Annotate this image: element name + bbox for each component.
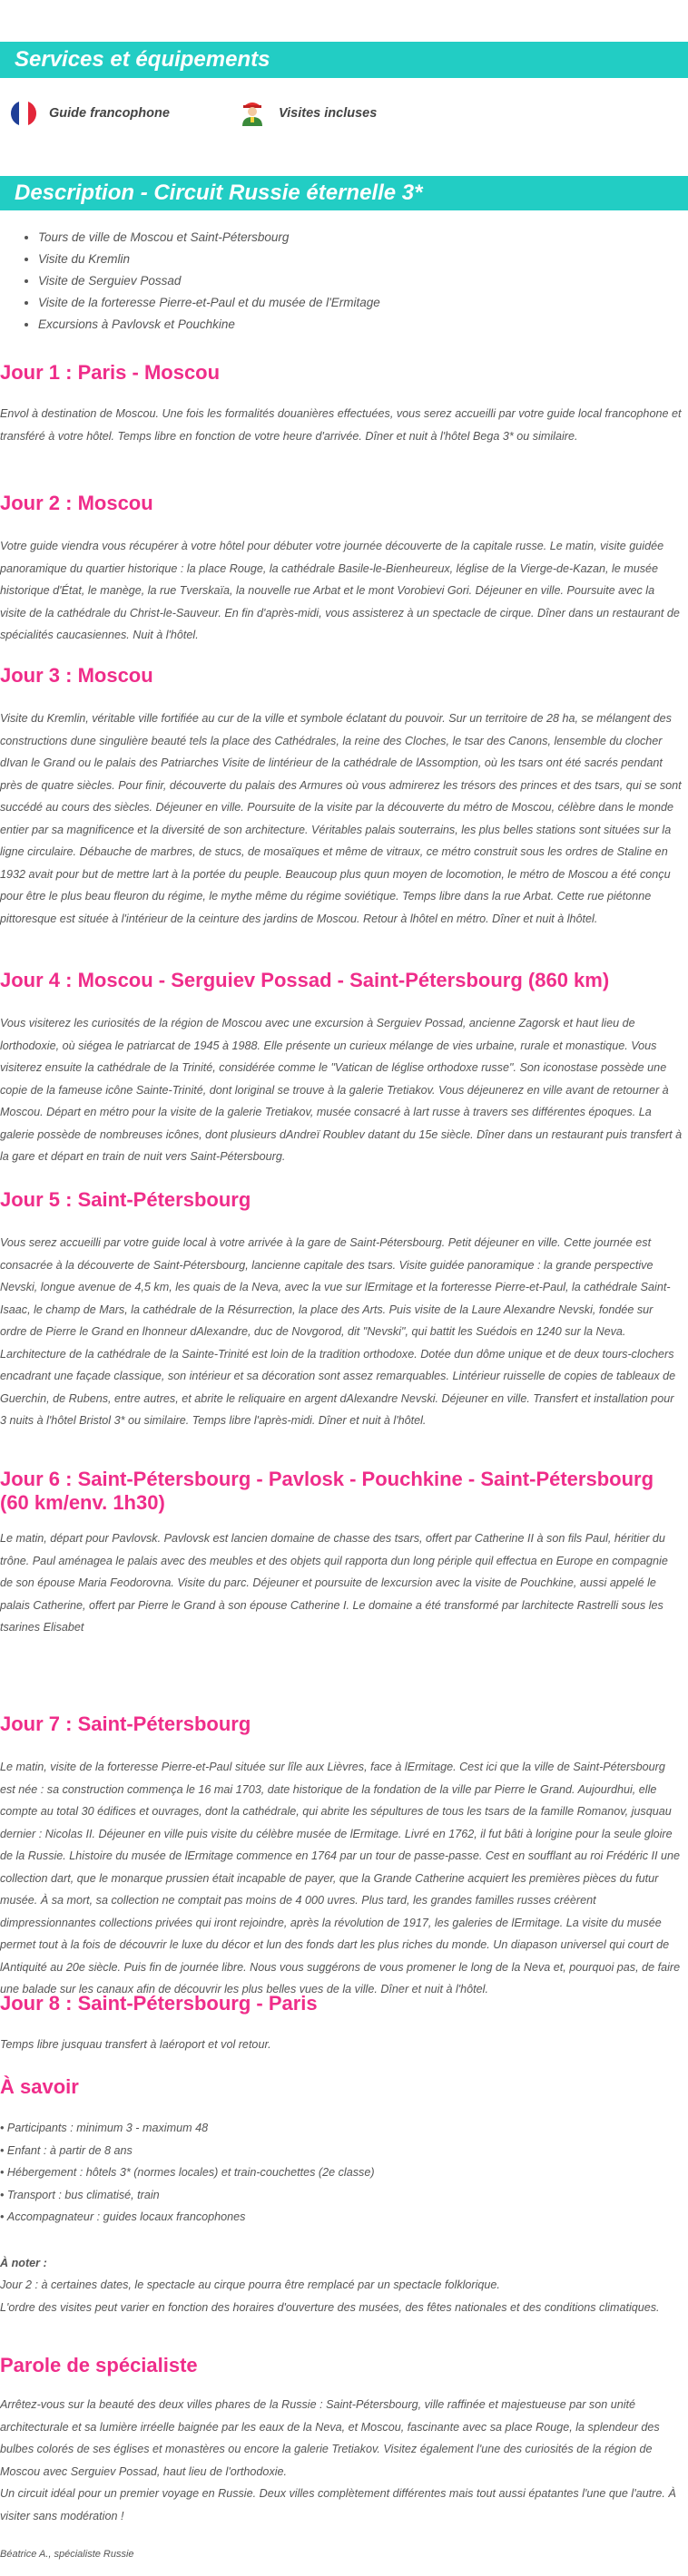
info-value: guides locaux francophones: [103, 2210, 246, 2223]
day-title: Jour 4 : Moscou - Serguiev Possad - Saint-Pétersbourg (860 km): [0, 969, 610, 991]
guide-person-icon: [239, 97, 266, 131]
day-title: Jour 6 : Saint-Pétersbourg - Pavlosk - Pouchkine - Saint-Pétersbourg (60 km/env. 1h30): [0, 1468, 654, 1514]
info-key: Enfant: [6, 2143, 41, 2157]
info-value: bus climatisé, train: [64, 2188, 160, 2201]
service-label: Guide francophone: [49, 106, 170, 121]
day-text: Le matin, départ pour Pavlovsk. Pavlovsk est lancien domaine de chasse des tsars, offert par Catherine II à son fils Paul, héritier du trône. Paul aménagea le palais avec des meubles et des objets quil rapporta dun long périple quil effectua en Europe en compagnie de son épouse Maria Feodorovna. Visite du parc. Déjeuner et poursuite de lexcursion avec la visite de Pouchkine, aussi appelé le palais Catherine, offert par Pierre le Grand à son épouse Catherine I. Le domaine a été transformé par larchitecte Rastrelli sous les tsarines Elisabet: [0, 1532, 668, 1634]
list-item: • Visite du Kremlin: [38, 249, 380, 270]
service-guide-francophone: [11, 98, 170, 129]
day-1-section: [0, 361, 683, 447]
list-item: • Participants : minimum 3 - maximum 48: [0, 2117, 683, 2140]
day-title: Jour 8 : Saint-Pétersbourg - Paris: [0, 1992, 318, 2015]
info-title: À savoir: [0, 2075, 79, 2098]
day-title: Jour 3 : Moscou: [0, 664, 153, 687]
expert-section: [0, 2354, 683, 2561]
info-key: Hébergement: [6, 2166, 77, 2179]
info-value: à partir de 8 ans: [49, 2143, 133, 2157]
day-7-section: [0, 1712, 683, 2001]
list-item: • Visite de Serguiev Possad: [38, 270, 380, 292]
note-title: À noter :: [0, 2256, 47, 2269]
day-text: Votre guide viendra vous récupérer à votre hôtel pour débuter votre journée découverte de la capitale russe. Le matin, visite guidée panoramique du quartier historique : la place Rouge, la cathédrale Basile-le-Bienheureux, léglise de la Vierge-de-Kazan, le musée historique d'État, le manège, la rue Tverskaïa, la nouvelle rue Arbat et le mont Vorobievi Gori. Déjeuner en ville. Poursuite avec la visite de la cathédrale du Christ-le-Sauveur. En fin d'après-midi, vous assisterez à un spectacle de cirque. Dîner dans un restaurant de spécialités caucasiennes. Nuit à l'hôtel.: [0, 540, 680, 641]
list-item: • Enfant : à partir de 8 ans: [0, 2140, 683, 2162]
day-title: Jour 1 : Paris - Moscou: [0, 361, 221, 384]
service-label: Visites incluses: [279, 106, 378, 121]
list-item: • Accompagnateur : guides locaux francophones: [0, 2206, 683, 2229]
services-title: Services et équipements: [15, 47, 270, 72]
list-item: • Hébergement : hôtels 3* (normes locales) et train-couchettes (2e classe): [0, 2161, 683, 2184]
day-text: Vous visiterez les curiosités de la région de Moscou avec une excursion à Serguiev Possad, ancienne Zagorsk et haut lieu de lorthodoxie, où siégea le patriarcat de 1945 à 1988. Elle présente un curieux mélange de vies urbaine, rurale et monastique. Vous visiterez ensuite la cathédrale de la Trinité, considérée comme le "Vatican de léglise orthodoxe russe". Son iconostase possède une copie de la fameuse icône Sainte-Trinité, dont loriginal se trouve à la galerie Tretiakov. Vous déjeunerez en ville avant de retourner à Moscou. Départ en métro pour la visite de la galerie Tretiakov, musée consacré à lart russe à travers ses différentes époques. La galerie possède de nombreuses icônes, dont plusieurs dAndreï Roublev datant du 15e siècle. Dîner dans un restaurant puis transfert à la gare et départ en train de nuit vers Saint-Pétersbourg.: [0, 1017, 683, 1163]
day-title: Jour 7 : Saint-Pétersbourg: [0, 1712, 251, 1735]
services-title-bar: [0, 42, 688, 78]
day-text: Temps libre jusquau transfert à laéroport et vol retour.: [0, 2038, 271, 2051]
description-title-bar: [0, 176, 688, 210]
french-flag-icon: [11, 101, 36, 126]
day-8-section: [0, 1992, 683, 2056]
expert-text-2: Un circuit idéal pour un premier voyage en Russie. Deux villes complètement différentes mais tout aussi épatantes l'une que l'autre. À visiter sans modération !: [0, 2487, 676, 2522]
day-title: Jour 2 : Moscou: [0, 492, 153, 514]
expert-text: Arrêtez-vous sur la beauté des deux villes phares de la Russie : Saint-Pétersbourg, ville raffinée et majestueuse par son unité architecturale et sa lumière irréelle baignée par les eaux de la Neva, et Moscou, fascinante avec sa place Rouge, la splendeur des bulbes colorés de ses églises et monastères ou encore la galerie Tretiakov. Visitez également l'une des curiosités de la région de Moscou avec Serguiev Possad, haut lieu de l'orthodoxie.: [0, 2398, 660, 2478]
day-text: Vous serez accueilli par votre guide local à votre arrivée à la gare de Saint-Pétersbourg. Petit déjeuner en ville. Cette journée est consacrée à la découverte de Saint-Pétersbourg, lancienne capitale des tsars. Visite guidée panoramique : la grande perspective Nevski, longue avenue de 4,5 km, les quais de la Neva, avec la vue sur lErmitage et la forteresse Pierre-et-Paul, la cathédrale Saint-Isaac, le champ de Mars, la cathédrale de la Résurrection, la place des Arts. Puis visite de la Laure Alexandre Nevski, fondée sur ordre de Pierre le Grand en lhonneur dAlexandre, duc de Novgorod, dit "Nevski", qui battit les Suédois en 1240 sur la Neva. Larchitecture de la cathédrale de la Sainte-Trinité est loin de la tradition orthodoxe. Dotée dun dôme unique et de deux tours-clochers encadrant une façade classique, son intérieur et sa décoration sont assez remarquables. Lintérieur ruisselle de copies de tableaux de Guerchin, de Rubens, entre autres, et abrite le reliquaire en argent dAlexandre Nevski. Déjeuner en ville. Transfert et installation pour 3 nuits à l'hôtel Bristol 3* ou similaire. Temps libre l'après-midi. Dîner et nuit à l'hôtel.: [0, 1236, 676, 1427]
note-text: Jour 2 : à certaines dates, le spectacle au cirque pourra être remplacé par un spectacle folklorique.: [0, 2278, 500, 2291]
day-5-section: [0, 1188, 683, 1432]
info-value: hôtels 3* (normes locales) et train-couchettes (2e classe): [85, 2166, 375, 2179]
list-item: • Tours de ville de Moscou et Saint-Pétersbourg: [38, 227, 380, 249]
info-key: Participants: [6, 2122, 67, 2134]
day-text: Le matin, visite de la forteresse Pierre-et-Paul située sur lîle aux Lièvres, face à lErmitage. Cest ici que la ville de Saint-Pétersbourg est née : sa construction commença le 16 mai 1703, date historique de la fondation de la ville par Pierre le Grand. Aujourdhui, elle compte au total 30 édifices et ouvrages, dont la cathédrale, qui abrite les sépultures de tous les tsars de la famille Romanov, jusquau dernier : Nicolas II. Déjeuner en ville puis visite du célèbre musée de lErmitage. Livré en 1762, il fut bâti à lorigine pour la seule gloire de la Russie. Lhistoire du musée de lErmitage commence en 1764 par un tour de passe-passe. Cest en soufflant au roi Frédéric II une collection dart, que le monarque prussien était incapable de payer, que la Grande Catherine acquiert les premières pièces du futur musée. À sa mort, sa collection ne comptait pas moins de 4 000 uvres. Plus tard, les grandes familles russes créèrent dimpressionnantes collections privées qui iront rejoindre, après la révolution de 1917, les galeries de lErmitage. La visite du musée permet tout à la fois de découvrir le luxe du décor et lun des fonds dart les plus riches du monde. Un diapason universel qui court de lAntiquité au 20e siècle. Puis fin de journée libre. Nous vous suggérons de vous promener le long de la Neva et, pourquoi pas, de faire une balade sur les canaux afin de découvrir les plus belles vues de la ville. Dîner et nuit à l'hôtel.: [0, 1761, 681, 1995]
expert-title: Parole de spécialiste: [0, 2354, 198, 2376]
note-text: L'ordre des visites peut varier en fonction des horaires d'ouverture des musées, des fêtes nationales et des conditions climatiques.: [0, 2300, 660, 2314]
day-text: Envol à destination de Moscou. Une fois les formalités douanières effectuées, vous serez accueilli par votre guide local francophone et transféré à votre hôtel. Temps libre en fonction de votre heure d'arrivée. Dîner et nuit à l'hôtel Bega 3* ou similaire.: [0, 407, 682, 443]
expert-signature: Béatrice A., spécialiste Russie: [0, 2549, 134, 2560]
info-section: [0, 2075, 683, 2318]
day-6-section: [0, 1468, 683, 1639]
highlights-list: [0, 227, 380, 336]
description-title: Description - Circuit Russie éternelle 3*: [15, 181, 423, 205]
info-key: Transport: [6, 2188, 55, 2201]
day-4-section: [0, 969, 683, 1168]
list-item: • Transport : bus climatisé, train: [0, 2184, 683, 2207]
service-visites-incluses: [239, 98, 377, 129]
list-item: • Excursions à Pavlovsk et Pouchkine: [38, 314, 380, 336]
day-text: Visite du Kremlin, véritable ville fortifiée au cur de la ville et symbole éclatant du pouvoir. Sur un territoire de 28 ha, se mélangent des constructions dune singulière beauté tels la place des Cathédrales, la reine des Cloches, le tsar des Canons, lensemble du clocher dIvan le Grand ou le palais des Patriarches Visite de lintérieur de la cathédrale de lAssomption, où les tsars ont été sacrés pendant près de quatre siècles. Pour finir, découverte du palais des Armures où vous admirerez les trésors des princes et des tsars, qui se sont succédé au cours des siècles. Déjeuner en ville. Poursuite de la visite par la découverte du métro de Moscou, célèbre dans le monde entier par sa magnificence et la diversité de son architecture. Véritables palais souterrains, les plus belles stations sont situées sur la ligne circulaire. Débauche de marbres, de stucs, de mosaïques et même de vitraux, ce métro construit sous les ordres de Staline en 1932 avait pour but de mettre lart à la portée du peuple. Beaucoup plus quun moyen de locomotion, le métro de Moscou a été conçu pour être le plus beau fleuron du régime, le mythe même du régime soviétique. Temps libre dans la rue Arbat. Cette rue piétonne pittoresque est située à l'intérieur de la ceinture des jardins de Moscou. Retour à lhôtel en métro. Dîner et nuit à lhôtel.: [0, 712, 682, 925]
info-key: Accompagnateur: [6, 2210, 94, 2223]
info-value: minimum 3 - maximum 48: [76, 2122, 209, 2134]
day-title: Jour 5 : Saint-Pétersbourg: [0, 1188, 251, 1211]
list-item: • Visite de la forteresse Pierre-et-Paul et du musée de l'Ermitage: [38, 292, 380, 314]
info-list: [0, 2117, 683, 2229]
day-2-section: [0, 492, 683, 647]
day-3-section: [0, 664, 683, 930]
